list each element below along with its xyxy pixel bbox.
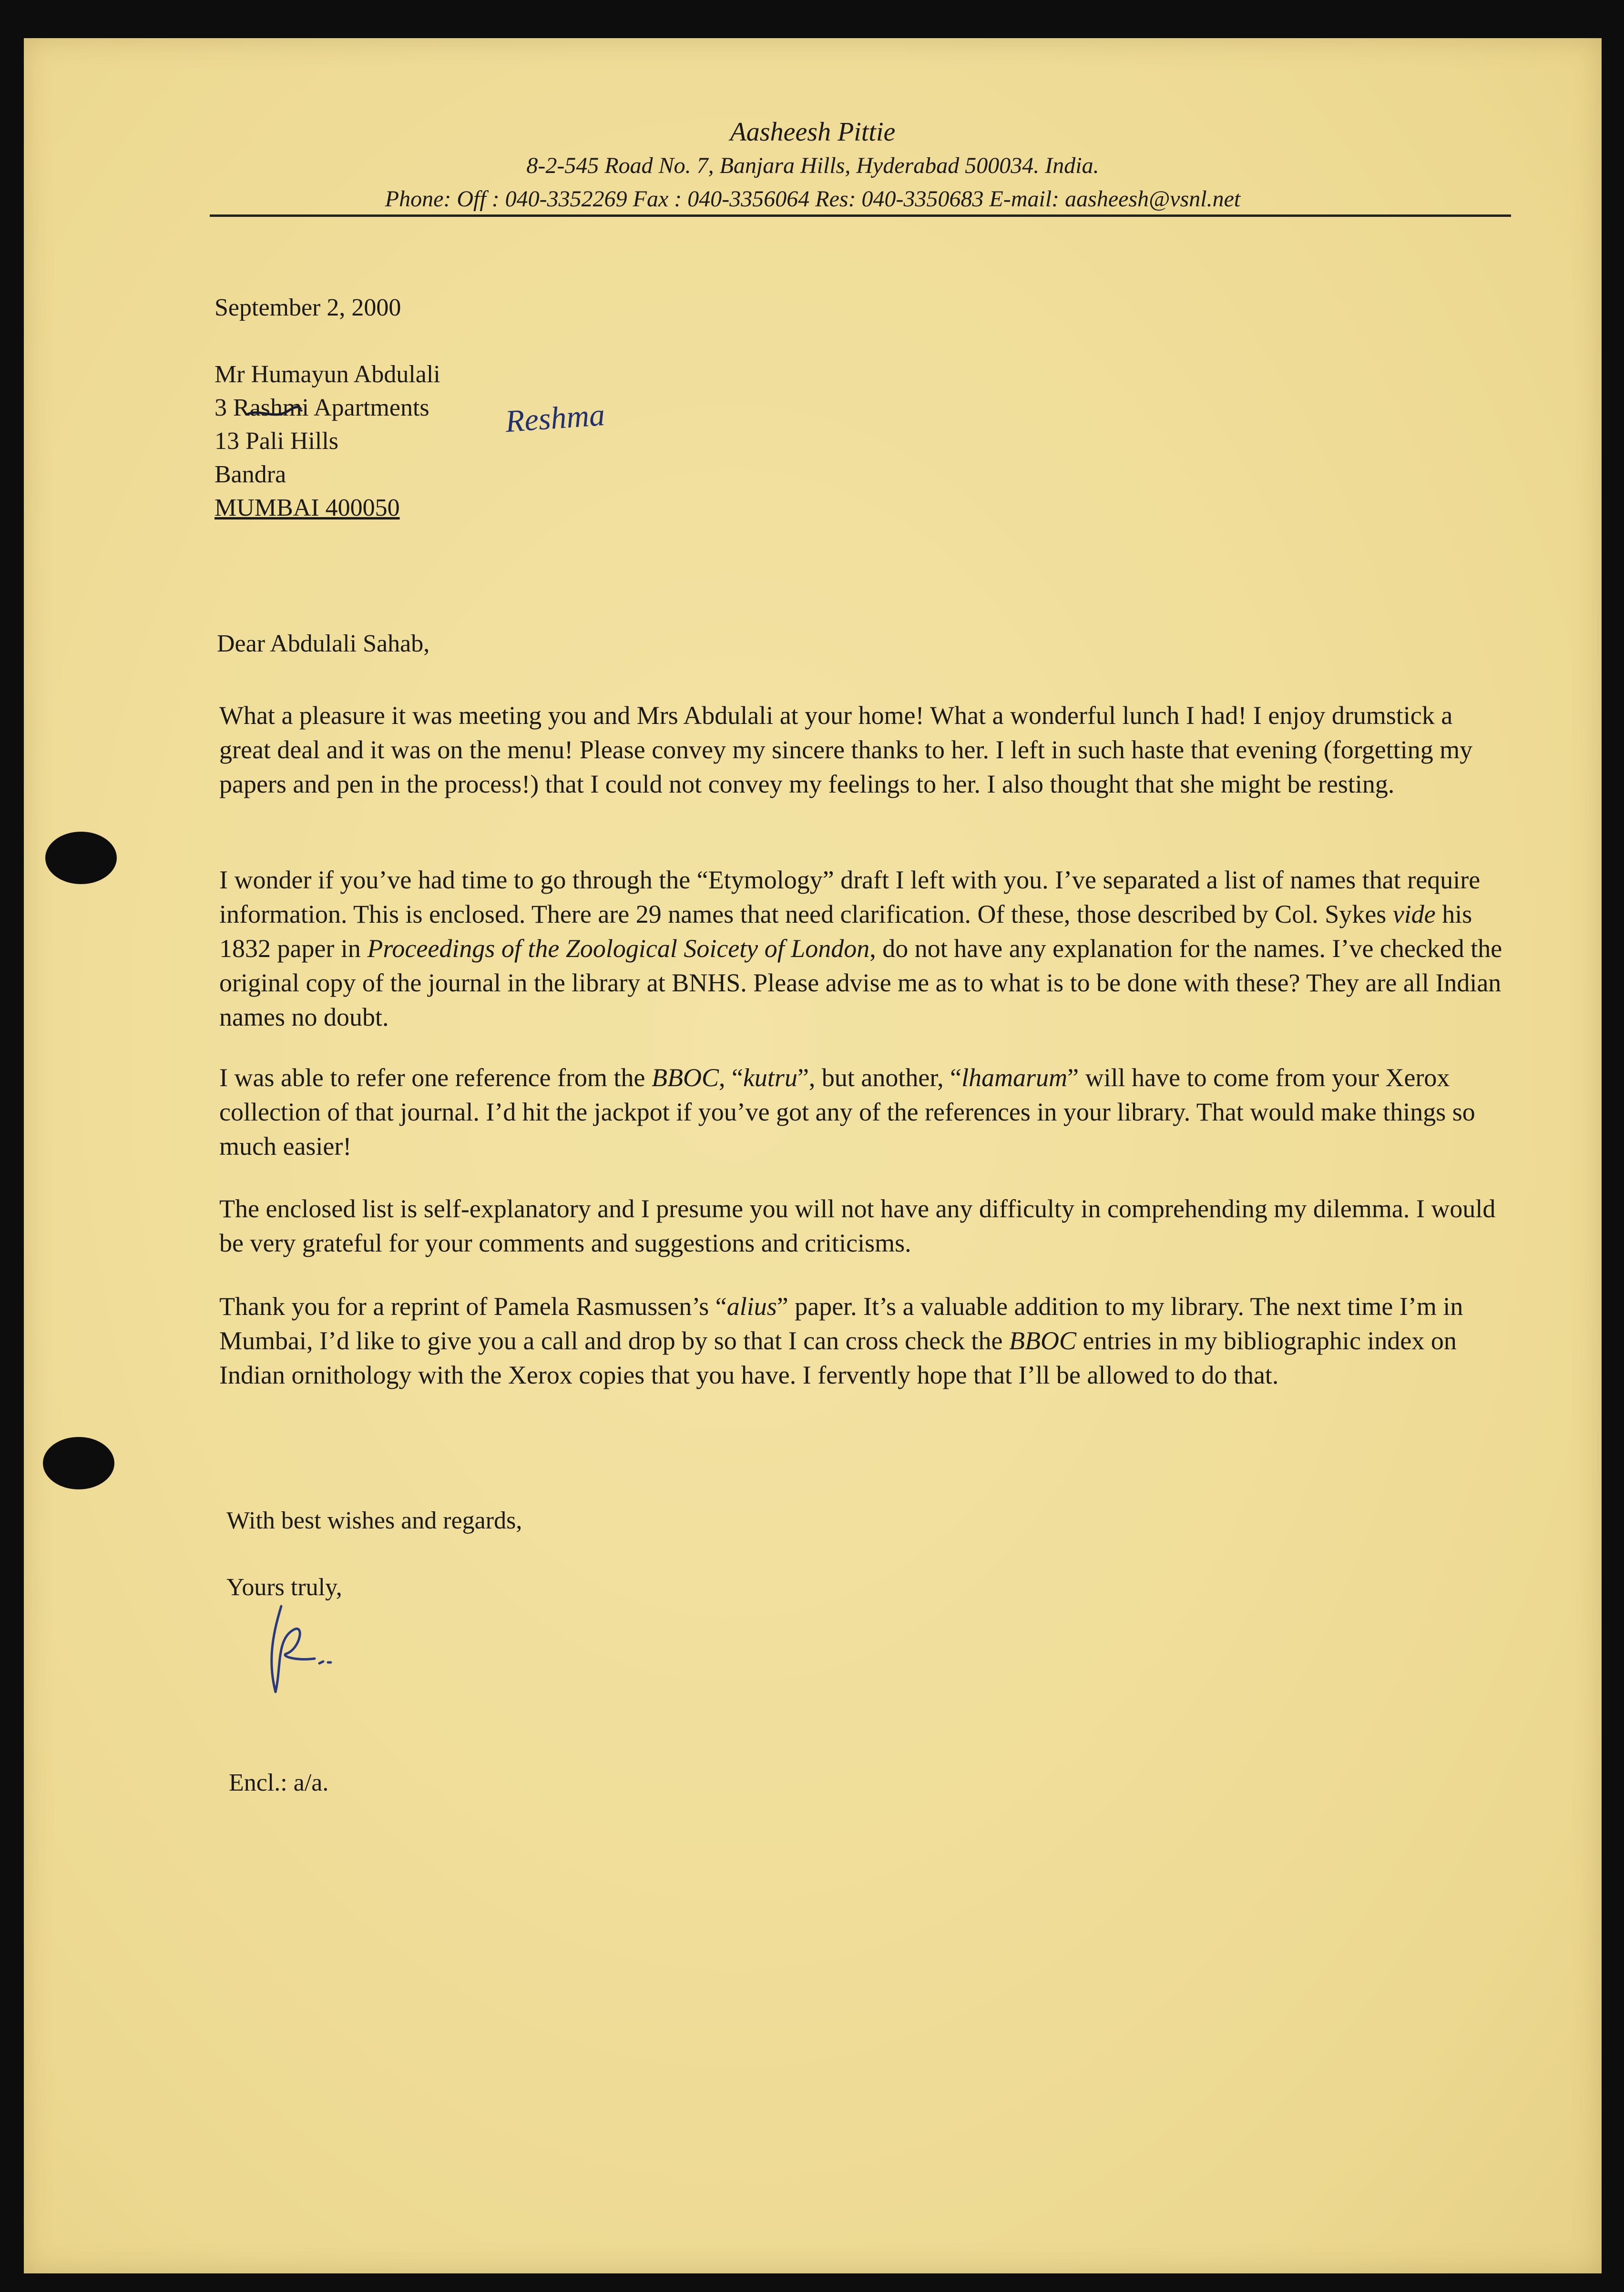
letterhead-contact: Phone: Off : 040-3352269 Fax : 040-3356064 Res: 040-3350683 E-mail: aasheesh@vsnl.net — [385, 186, 1241, 212]
letter-page — [24, 38, 1602, 2273]
letterhead-divider — [210, 214, 1511, 217]
recipient-street: 3 Rashmi Apartments — [214, 394, 429, 421]
recipient-city: MUMBAI 400050 — [214, 494, 400, 521]
letterhead-name: Aasheesh Pittie — [730, 117, 896, 147]
punch-hole-lower — [43, 1437, 114, 1489]
signoff-line: Yours truly, — [226, 1574, 342, 1601]
paragraph-5: Thank you for a reprint of Pamela Rasmussen’s “alius” paper. It’s a valuable addition to my library. The next time I’m in Mumbai, I’d like to give you a call and drop by so that I can cross check the BBOC entries in my bibliographic index on Indian ornithology with the Xerox copies that you have. I fervently hope that I’ll be allowed to do that. — [219, 1292, 1463, 1389]
letter-date: September 2, 2000 — [214, 294, 401, 321]
strikethrough-mark — [245, 404, 303, 423]
letterhead-address: 8-2-545 Road No. 7, Banjara Hills, Hyderabad 500034. India. — [526, 153, 1099, 178]
recipient-locality: Bandra — [214, 461, 286, 488]
paragraph-3: I was able to refer one reference from the BBOC, “kutru”, but another, “lhamarum” will have to come from your Xerox collection of that journal. I’d hit the jackpot if you’ve got any of the references in your library. That would make things so much easier! — [219, 1063, 1475, 1161]
handwritten-correction: Reshma — [504, 397, 606, 439]
closing-line: With best wishes and regards, — [226, 1507, 522, 1534]
salutation: Dear Abdulali Sahab, — [217, 630, 430, 657]
paragraph-2: I wonder if you’ve had time to go through the “Etymology” draft I left with you. I’ve separated a list of names that require information. This is enclosed. There are 29 names that need clarification. Of these, those described by Col. Sykes vide his 1832 paper in Proceedings of the Zoological Soicety of London, do not have any explanation for the names. I’ve checked the original copy of the journal in the library at BNHS. Please advise me as to what is to be done with these? They are all Indian names no doubt. — [219, 866, 1502, 1031]
recipient-name: Mr Humayun Abdulali — [214, 361, 440, 388]
enclosure-note: Encl.: a/a. — [229, 1769, 329, 1796]
recipient-area: 13 Pali Hills — [214, 428, 339, 455]
punch-hole-upper — [45, 832, 117, 884]
handwritten-signature — [248, 1597, 353, 1701]
paragraph-4: The enclosed list is self-explanatory and I presume you will not have any difficulty in comprehending my dilemma. I would be very grateful for your comments and suggestions and criticisms. — [219, 1194, 1496, 1257]
paragraph-1: What a pleasure it was meeting you and Mrs Abdulali at your home! What a wonderful lunch I had! I enjoy drumstick a great deal and it was on the menu! Please convey my sincere thanks to her. I left in such haste that evening (forgetting my papers and pen in the process!) that I could not convey my feelings to her. I also thought that she might be resting. — [219, 701, 1473, 798]
